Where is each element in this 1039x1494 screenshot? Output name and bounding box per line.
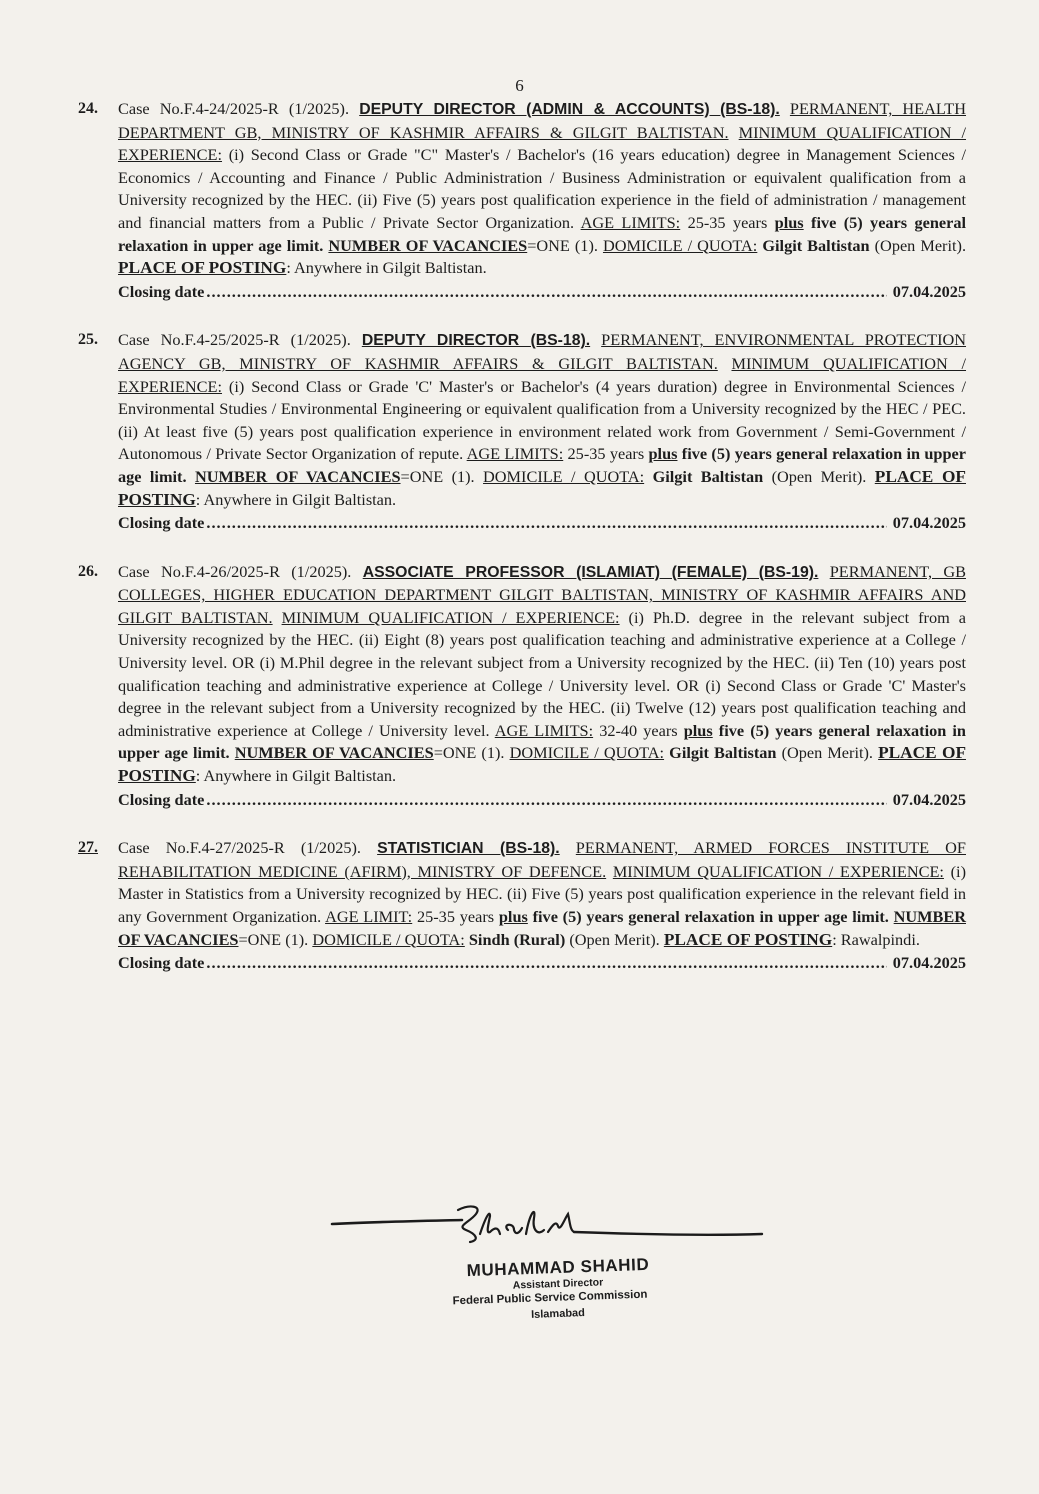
- age-plus: plus: [774, 212, 804, 232]
- vacancies-value: =ONE (1).: [238, 929, 309, 949]
- posting-value: : Anywhere in Gilgit Baltistan.: [195, 766, 397, 786]
- case-number: Case No.F.4-27/2025-R (1/2025).: [118, 838, 361, 858]
- signatory-name: MUHAMMAD SHAHID: [466, 1254, 650, 1281]
- signatory-organization: Federal Public Service Commission: [452, 1288, 648, 1308]
- domicile-label: DOMICILE / QUOTA:: [483, 466, 645, 486]
- age-relaxation: five (5) years general relaxation in upper age limit.: [118, 444, 966, 486]
- age-label: AGE LIMITS:: [494, 720, 594, 740]
- department: PERMANENT, ENVIRONMENTAL PROTECTION AGENCY GB, MINISTRY OF KASHMIR AFFAIRS & GILGIT BALTISTAN.: [118, 330, 967, 373]
- department: PERMANENT, GB COLLEGES, HIGHER EDUCATION DEPARTMENT GILGIT BALTISTAN, MINISTRY OF KASHMIR AFFAIRS AND GILGIT BALTISTAN.: [118, 561, 966, 627]
- age-label: AGE LIMITS:: [580, 212, 681, 232]
- entry-body: [118, 837, 966, 975]
- case-number: Case No.F.4-24/2025-R (1/2025).: [118, 99, 350, 118]
- advertisement-entries: [78, 98, 966, 1001]
- domicile-label: DOMICILE / QUOTA:: [312, 929, 465, 949]
- age-range: 25-35 years: [416, 907, 495, 926]
- posting-label: PLACE OF POSTING: [118, 258, 287, 278]
- case-number: Case No.F.4-26/2025-R (1/2025).: [118, 561, 352, 581]
- entry-body: [118, 98, 966, 303]
- domicile-value: Gilgit Baltistan: [762, 235, 870, 255]
- domicile-merit: (Open Merit).: [874, 235, 967, 255]
- handwritten-signature-icon: [330, 1196, 770, 1266]
- vacancies-label: NUMBER OF VACANCIES: [118, 907, 967, 949]
- closing-date: 07.04.2025: [892, 789, 966, 809]
- department: PERMANENT, HEALTH DEPARTMENT GB, MINISTRY OF KASHMIR AFFAIRS & GILGIT BALTISTAN.: [118, 99, 967, 142]
- closing-date-label: Closing date: [118, 513, 205, 533]
- age-label: AGE LIMITS:: [466, 444, 564, 464]
- vacancy-entry-25: [78, 329, 966, 534]
- post-title: STATISTICIAN (BS-18).: [377, 840, 560, 858]
- vacancy-entry-26: [78, 561, 966, 812]
- vacancy-entry-27: [78, 837, 966, 975]
- age-plus: plus: [498, 907, 528, 926]
- qualification-label: MINIMUM QUALIFICATION / EXPERIENCE:: [281, 607, 620, 627]
- vacancies-value: =ONE (1).: [433, 743, 505, 763]
- case-number: Case No.F.4-25/2025-R (1/2025).: [118, 330, 351, 350]
- vacancies-label: NUMBER OF VACANCIES: [194, 466, 401, 486]
- qualification-label: MINIMUM QUALIFICATION / EXPERIENCE:: [118, 353, 967, 396]
- age-label: AGE LIMIT:: [325, 907, 413, 926]
- age-range: 25-35 years: [687, 212, 768, 232]
- vacancies-value: =ONE (1).: [527, 235, 598, 255]
- domicile-label: DOMICILE / QUOTA:: [602, 235, 758, 255]
- entry-number: 27.: [78, 839, 98, 857]
- post-title: DEPUTY DIRECTOR (BS-18).: [361, 332, 591, 350]
- entry-number: 24.: [78, 100, 98, 117]
- post-title: ASSOCIATE PROFESSOR (ISLAMIAT) (FEMALE) (BS-19).: [362, 563, 819, 581]
- qualification-label: MINIMUM QUALIFICATION / EXPERIENCE:: [118, 122, 967, 165]
- entry-body: [118, 329, 966, 534]
- department: PERMANENT, ARMED FORCES INSTITUTE OF REHABILITATION MEDICINE (AFIRM), MINISTRY OF DEFENCE.: [118, 838, 966, 881]
- closing-date: 07.04.2025: [892, 953, 966, 973]
- entry-body: [118, 561, 966, 812]
- qualification-text: (i) Second Class or Grade "C" Master's / Bachelor's (16 years education) degree in Management Sciences / Economics / Accounting and Finance / Public Administration / Business Administration or equivalent qualification from a University recognized by the HEC. (ii) Five (5) years post qualification experience in the field of administration / management and financial matters from a Public / Private Sector Organization.: [118, 145, 966, 232]
- leader-dots: [206, 952, 886, 975]
- domicile-value: Gilgit Baltistan: [652, 466, 764, 486]
- age-range: 32-40 years: [599, 720, 678, 740]
- closing-date-row: [118, 789, 966, 812]
- leader-dots: [206, 281, 886, 304]
- posting-value: : Anywhere in Gilgit Baltistan.: [286, 258, 487, 278]
- domicile-label: DOMICILE / QUOTA:: [509, 743, 665, 763]
- posting-value: : Rawalpindi.: [832, 929, 920, 949]
- posting-label: PLACE OF POSTING: [118, 743, 966, 786]
- vacancies-label: NUMBER OF VACANCIES: [234, 743, 434, 763]
- post-title: DEPUTY DIRECTOR (ADMIN & ACCOUNTS) (BS-18).: [359, 101, 780, 118]
- entry-number: 26.: [78, 562, 98, 580]
- signature-block: [330, 1196, 770, 1356]
- qualification-text: (i) Second Class or Grade 'C' Master's or Bachelor's (4 years duration) degree in Environmental Sciences / Environmental Studies / Environmental Engineering or equivalent qualification from a University recognized by the HEC / PEC. (ii) At least five (5) years post qualification experience in environment related work from Government / Semi-Government / Autonomous / Private Sector Organization of repute.: [118, 376, 966, 464]
- closing-date-row: [118, 952, 966, 975]
- vacancies-value: =ONE (1).: [400, 466, 475, 486]
- domicile-value: Sindh (Rural): [468, 929, 566, 949]
- qualification-text: (i) Master in Statistics from a University recognized by HEC. (ii) Five (5) years post qualification experience in the relevant field in any Government Organization.: [118, 861, 966, 926]
- age-range: 25-35 years: [567, 444, 645, 464]
- domicile-merit: (Open Merit).: [569, 929, 660, 949]
- signatory-title: Assistant Director: [512, 1276, 604, 1292]
- leader-dots: [206, 512, 886, 535]
- domicile-merit: (Open Merit).: [771, 466, 867, 486]
- posting-value: : Anywhere in Gilgit Baltistan.: [195, 489, 397, 509]
- closing-date-label: Closing date: [118, 953, 205, 973]
- age-relaxation: five (5) years general relaxation in upper age limit.: [118, 212, 967, 255]
- closing-date: 07.04.2025: [892, 281, 966, 301]
- domicile-merit: (Open Merit).: [781, 743, 873, 763]
- signatory-city: Islamabad: [530, 1307, 586, 1321]
- posting-label: PLACE OF POSTING: [118, 466, 966, 509]
- closing-date-label: Closing date: [118, 281, 205, 301]
- closing-date-row: [118, 281, 966, 304]
- leader-dots: [206, 789, 886, 812]
- qualification-label: MINIMUM QUALIFICATION / EXPERIENCE:: [612, 861, 944, 881]
- vacancy-entry-24: [78, 98, 966, 303]
- closing-date-row: [118, 512, 966, 535]
- vacancies-label: NUMBER OF VACANCIES: [328, 235, 528, 255]
- qualification-text: (i) Ph.D. degree in the relevant subject from a University recognized by the HEC. (ii) Eight (8) years post qualification teaching and administrative experience at a College / University level. OR (i) M.Phil degree in the relevant subject from a University recognized by the HEC. (ii) Ten (10) years post qualification teaching and administrative experience at College / University level. OR (i) Second Class or Grade 'C' Master's degree in the relevant subject from a University recognized by the HEC. (ii) Twelve (12) years post qualification teaching and administrative experience at College / University level.: [118, 607, 966, 740]
- closing-date-label: Closing date: [118, 789, 205, 809]
- age-relaxation: five (5) years general relaxation in upper age limit.: [532, 907, 889, 926]
- posting-label: PLACE OF POSTING: [663, 929, 833, 949]
- age-relaxation: five (5) years general relaxation in upper age limit.: [118, 720, 966, 763]
- page-number: 6: [515, 76, 524, 95]
- age-plus: plus: [683, 720, 713, 740]
- domicile-value: Gilgit Baltistan: [669, 743, 777, 763]
- age-plus: plus: [648, 444, 678, 464]
- entry-number: 25.: [78, 331, 98, 349]
- closing-date: 07.04.2025: [892, 513, 966, 533]
